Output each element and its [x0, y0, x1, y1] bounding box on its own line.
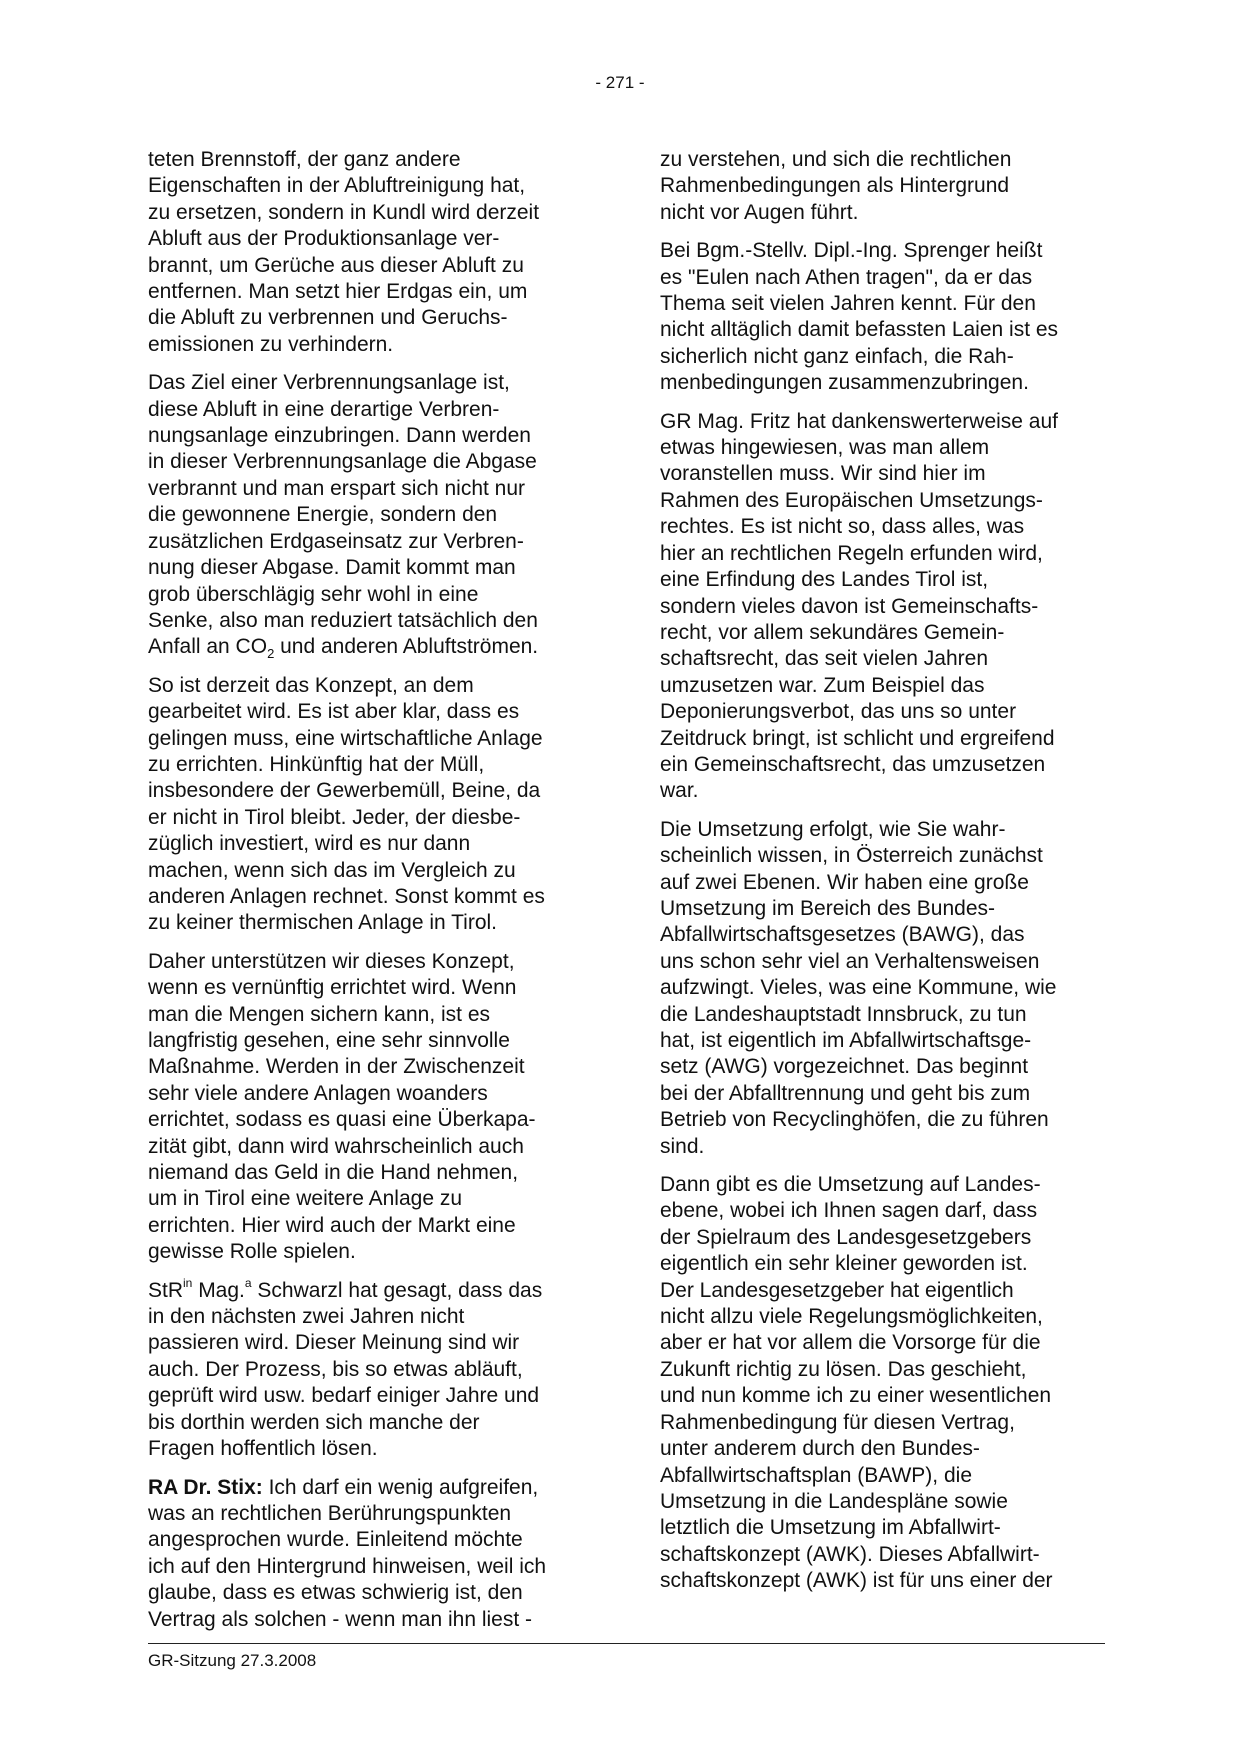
text-line: schaftsrecht, das seit vielen Jahren — [660, 647, 989, 671]
right-column — [660, 147, 1105, 1607]
text-line: hat, ist eigentlich im Abfallwirtschaftsge- — [660, 1029, 1032, 1052]
text-line: langfristig gesehen, eine sehr sinnvolle — [148, 1029, 510, 1052]
paragraph — [148, 147, 588, 358]
text-line: rechtes. Es ist nicht so, dass alles, was — [660, 515, 1025, 539]
text-line: Thema seit vielen Jahren kennt. Für den — [660, 292, 1036, 316]
text-line: auch. Der Prozess, bis so etwas abläuft, — [148, 1357, 523, 1381]
superscript: in — [183, 1275, 193, 1290]
text-line: in den nächsten zwei Jahren nicht — [148, 1305, 465, 1329]
text-segment: Schwarzl hat gesagt, dass das — [251, 1278, 543, 1302]
paragraph-lines — [148, 370, 588, 634]
text-line: Daher unterstützen wir dieses Konzept, — [148, 949, 515, 973]
text-line: aber er hat vor allem die Vorsorge für die — [660, 1331, 1041, 1355]
paragraph — [660, 409, 1105, 805]
text-line: sehr viele andere Anlagen woanders — [148, 1081, 488, 1105]
text-line: Abluft aus der Produktionsanlage ver- — [148, 227, 500, 251]
text-line: teten Brennstoff, der ganz andere — [148, 148, 461, 171]
text-line: Abfallwirtschaftsgesetzes (BAWG), das — [660, 923, 1025, 947]
text-line: Deponierungsverbot, das uns so unter — [660, 700, 1017, 724]
text-line: emissionen zu verhindern. — [148, 332, 394, 356]
footer-text: GR-Sitzung 27.3.2008 — [148, 1651, 317, 1670]
text-line: zu ersetzen, sondern in Kundl wird derzeit — [148, 200, 540, 224]
text-line: die gewonnene Energie, sondern den — [148, 503, 498, 527]
text-line: Betrieb von Recyclinghöfen, die zu führen — [660, 1108, 1049, 1132]
text-line: sondern vieles davon ist Gemeinschafts- — [660, 594, 1039, 618]
text-line: Bei Bgm.-Stellv. Dipl.-Ing. Sprenger heißt — [660, 239, 1043, 263]
text-line: Rahmen des Europäischen Umsetzungs- — [660, 488, 1043, 512]
text-line: verbrannt und man erspart sich nicht nur — [148, 476, 526, 500]
text-segment: Anfall an CO — [148, 635, 268, 659]
paragraph — [148, 673, 588, 937]
text-line: zu keiner thermischen Anlage in Tirol. — [148, 911, 498, 935]
paragraph — [148, 370, 588, 660]
text-line: gearbeitet wird. Es ist aber klar, dass es — [148, 700, 520, 724]
text-line: was an rechtlichen Berührungspunkten — [148, 1501, 512, 1525]
text-line: zu verstehen, und sich die rechtlichen — [660, 148, 1012, 171]
text-line: Umsetzung in die Landespläne sowie — [660, 1489, 1008, 1513]
paragraph-lines — [148, 1501, 588, 1633]
text-line: nicht alltäglich damit befassten Laien ist es — [660, 318, 1059, 342]
text-line: er nicht in Tirol bleibt. Jeder, der diesbe- — [148, 805, 521, 829]
text-line: diese Abluft in eine derartige Verbren- — [148, 397, 500, 421]
text-line: ich auf den Hintergrund hinweisen, weil ich — [148, 1554, 547, 1578]
text-line: Rahmenbedingung für diesen Vertrag, — [660, 1410, 1015, 1434]
speaker-name: RA Dr. Stix: — [148, 1475, 263, 1499]
page-number: - 271 - — [595, 73, 645, 92]
paragraph — [148, 1475, 588, 1633]
text-line — [148, 634, 588, 660]
text-segment: Mag. — [192, 1278, 245, 1302]
text-line: Fragen hoffentlich lösen. — [148, 1437, 378, 1461]
text-line: sicherlich nicht ganz einfach, die Rah- — [660, 344, 1014, 368]
text-line — [148, 1475, 588, 1501]
text-line: Rahmenbedingungen als Hintergrund — [660, 174, 1010, 198]
text-line: nung dieser Abgase. Damit kommt man — [148, 556, 516, 580]
text-line: uns schon sehr viel an Verhaltensweisen — [660, 949, 1040, 973]
text-line: ein Gemeinschaftsrecht, das umzusetzen — [660, 752, 1046, 776]
text-line: es "Eulen nach Athen tragen", da er das — [660, 265, 1033, 289]
text-line: Abfallwirtschaftsplan (BAWP), die — [660, 1463, 972, 1487]
text-segment: Ich darf ein wenig aufgreifen, — [262, 1475, 539, 1499]
text-segment: und anderen Abluftströmen. — [274, 635, 539, 659]
text-line: hier an rechtlichen Regeln erfunden wird, — [660, 541, 1043, 565]
paragraph — [660, 1172, 1105, 1595]
text-line: eigentlich ein sehr kleiner geworden ist. — [660, 1252, 1028, 1276]
text-line: nicht allzu viele Regelungsmöglichkeiten, — [660, 1305, 1043, 1329]
text-line: war. — [660, 779, 699, 803]
text-line — [148, 1275, 588, 1304]
text-line: wenn es vernünftig errichtet wird. Wenn — [148, 976, 517, 1000]
text-line: und nun komme ich zu einer wesentlichen — [660, 1384, 1052, 1408]
text-line: die Landeshauptstadt Innsbruck, zu tun — [660, 1002, 1027, 1026]
text-line: errichtet, sodass es quasi eine Überkapa- — [148, 1108, 536, 1132]
text-line: Zeitdruck bringt, ist schlicht und ergreifend — [660, 726, 1055, 750]
text-line: gewisse Rolle spielen. — [148, 1240, 356, 1264]
text-line: glaube, dass es etwas schwierig ist, den — [148, 1581, 523, 1605]
text-line: nungsanlage einzubringen. Dann werden — [148, 424, 531, 448]
text-line: die Abluft zu verbrennen und Geruchs- — [148, 306, 508, 330]
text-line: errichten. Hier wird auch der Markt eine — [148, 1213, 516, 1237]
text-line: scheinlich wissen, in Österreich zunächst — [660, 844, 1043, 868]
text-line: Dann gibt es die Umsetzung auf Landes- — [660, 1173, 1041, 1197]
text-line: bei der Abfalltrennung und geht bis zum — [660, 1081, 1031, 1105]
paragraph — [148, 949, 588, 1266]
text-line: grob überschlägig sehr wohl in eine — [148, 582, 479, 606]
text-line: der Spielraum des Landesgesetzgebers — [660, 1225, 1032, 1249]
text-line: man die Mengen sichern kann, ist es — [148, 1002, 491, 1026]
text-line: geprüft wird usw. bedarf einiger Jahre und — [148, 1384, 540, 1408]
paragraph — [148, 1275, 588, 1463]
text-line: schaftskonzept (AWK). Dieses Abfallwirt- — [660, 1542, 1040, 1566]
text-line: umzusetzen war. Zum Beispiel das — [660, 673, 985, 697]
text-line: ebene, wobei ich Ihnen sagen darf, dass — [660, 1199, 1038, 1223]
text-line: aufzwingt. Vieles, was eine Kommune, wie — [660, 976, 1057, 1000]
text-line: Eigenschaften in der Abluftreinigung hat, — [148, 174, 526, 198]
text-line: unter anderem durch den Bundes- — [660, 1437, 980, 1461]
text-line: brannt, um Gerüche aus dieser Abluft zu — [148, 253, 524, 277]
text-line: Vertrag als solchen - wenn man ihn liest - — [148, 1607, 533, 1631]
text-line: GR Mag. Fritz hat dankenswerterweise auf — [660, 409, 1058, 433]
text-line: niemand das Geld in die Hand nehmen, — [148, 1161, 519, 1185]
text-line: Das Ziel einer Verbrennungsanlage ist, — [148, 371, 510, 395]
footer-rule — [148, 1643, 1105, 1644]
text-line: voranstellen muss. Wir sind hier im — [660, 462, 986, 486]
text-line: gelingen muss, eine wirtschaftliche Anlage — [148, 726, 543, 750]
text-line: letztlich die Umsetzung im Abfallwirt- — [660, 1516, 1001, 1540]
text-line: Zukunft richtig zu lösen. Das geschieht, — [660, 1357, 1027, 1381]
text-line: sind. — [660, 1134, 705, 1158]
text-line: auf zwei Ebenen. Wir haben eine große — [660, 870, 1029, 894]
superscript: a — [244, 1275, 252, 1290]
text-line: setz (AWG) vorgezeichnet. Das beginnt — [660, 1055, 1029, 1079]
text-line: Maßnahme. Werden in der Zwischenzeit — [148, 1055, 525, 1079]
text-line: etwas hingewiesen, was man allem — [660, 436, 990, 460]
text-line: um in Tirol eine weitere Anlage zu — [148, 1187, 463, 1211]
text-line: Der Landesgesetzgeber hat eigentlich — [660, 1278, 1014, 1302]
paragraph — [660, 147, 1105, 226]
text-line: zusätzlichen Erdgaseinsatz zur Verbren- — [148, 529, 524, 553]
text-line: nicht vor Augen führt. — [660, 200, 859, 224]
text-segment: StR — [148, 1278, 184, 1302]
text-line: insbesondere der Gewerbemüll, Beine, da — [148, 779, 541, 803]
text-line: entfernen. Man setzt hier Erdgas ein, um — [148, 280, 528, 304]
text-line: eine Erfindung des Landes Tirol ist, — [660, 568, 989, 592]
text-line: passieren wird. Dieser Meinung sind wir — [148, 1331, 520, 1355]
text-line: Senke, also man reduziert tatsächlich den — [148, 608, 538, 632]
text-line: angesprochen wurde. Einleitend möchte — [148, 1528, 523, 1552]
text-line: recht, vor allem sekundäres Gemein- — [660, 620, 1005, 644]
text-line: anderen Anlagen rechnet. Sonst kommt es — [148, 884, 545, 908]
text-line: zität gibt, dann wird wahrscheinlich auch — [148, 1134, 524, 1158]
left-column — [148, 147, 588, 1645]
paragraph — [660, 817, 1105, 1160]
text-line: in dieser Verbrennungsanlage die Abgase — [148, 450, 537, 474]
text-line: machen, wenn sich das im Vergleich zu — [148, 858, 516, 882]
text-line: So ist derzeit das Konzept, an dem — [148, 673, 474, 697]
text-line: Die Umsetzung erfolgt, wie Sie wahr- — [660, 817, 1006, 841]
text-line: menbedingungen zusammenzubringen. — [660, 371, 1029, 395]
subscript: 2 — [267, 646, 275, 662]
text-line: züglich investiert, wird es nur dann — [148, 832, 471, 856]
text-line: schaftskonzept (AWK) ist für uns einer der — [660, 1569, 1053, 1593]
text-line: Umsetzung im Bereich des Bundes- — [660, 896, 995, 920]
paragraph-lines — [148, 1304, 588, 1462]
text-line: zu errichten. Hinkünftig hat der Müll, — [148, 752, 485, 776]
paragraph — [660, 238, 1105, 396]
text-line: bis dorthin werden sich manche der — [148, 1410, 480, 1434]
